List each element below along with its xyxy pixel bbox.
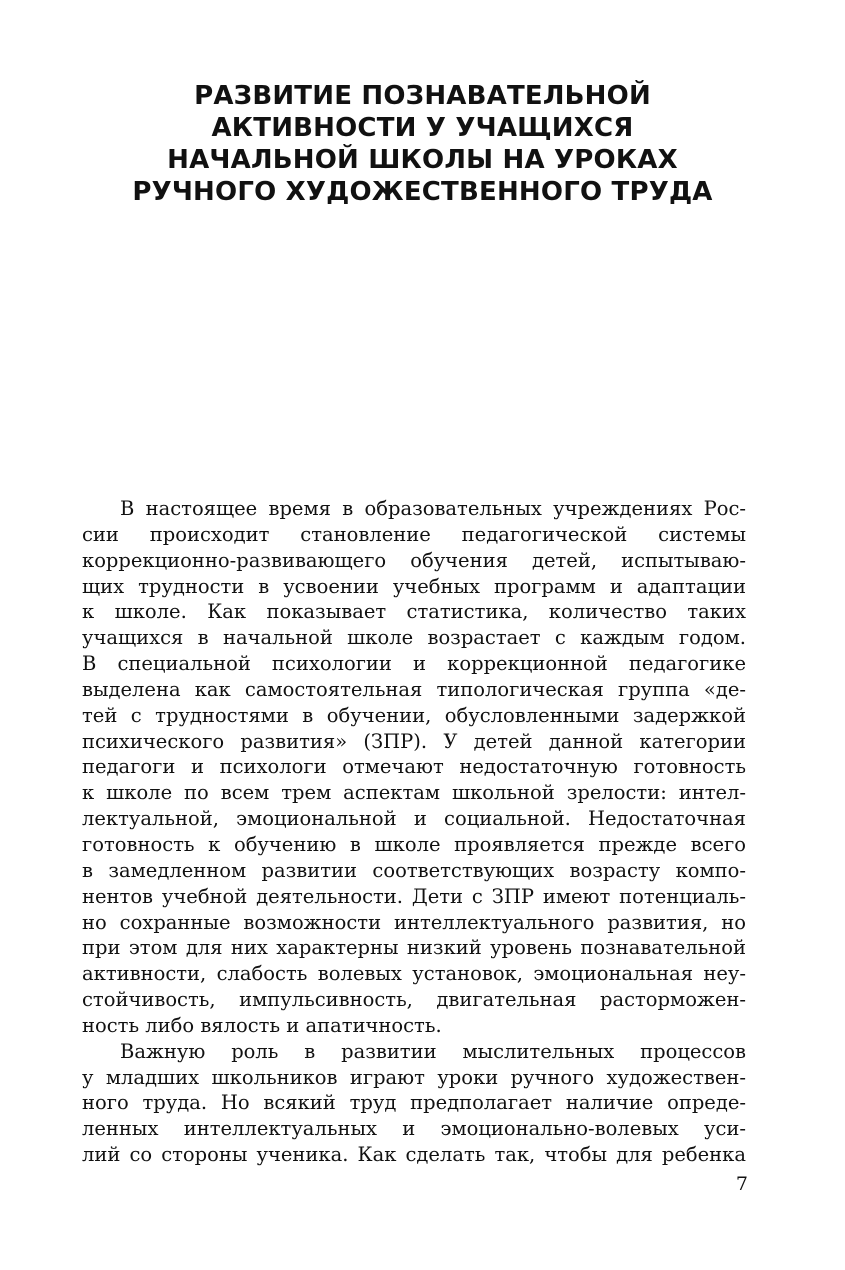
text-line: лектуальной, эмоциональной и социальной. Недостаточная [82,807,746,831]
text-line: готовность к обучению в школе проявляется прежде всего [82,832,746,856]
text-line: выделена как самостоятельная типологическая группа «де- [82,677,746,701]
text-line: педагоги и психологи отмечают недостаточную готовность [82,755,746,779]
text-line: стойчивость, импульсивность, двигательная расторможен- [82,988,746,1012]
text-line: к школе. Как показывает статистика, количество таких [82,600,746,624]
paragraph-2 [82,1039,746,1168]
paragraph-1 [82,496,746,1039]
chapter-title [60,80,785,208]
text-line: активности, слабость волевых установок, эмоциональная неу- [82,962,746,986]
text-line: но сохранные возможности интеллектуального развития, но [82,910,746,934]
text-line: у младших школьников играют уроки ручного художествен- [82,1065,746,1089]
text-line: лий со стороны ученика. Как сделать так, чтобы для ребенка [82,1143,746,1167]
text-line: щих трудности в усвоении учебных программ и адаптации [82,574,746,598]
text-line: ного труда. Но всякий труд предполагает наличие опреде- [82,1091,746,1115]
text-line: психического развития» (ЗПР). У детей данной категории [82,729,746,753]
text-line: нентов учебной деятельности. Дети с ЗПР имеют потенциаль- [82,884,746,908]
text-line: сии происходит становление педагогической системы [82,522,746,546]
text-line: учащихся в начальной школе возрастает с каждым годом. [82,626,746,650]
text-line: ленных интеллектуальных и эмоционально-волевых уси- [82,1117,746,1141]
chapter-title-line: НАЧАЛЬНОЙ ШКОЛЫ НА УРОКАХ [167,145,678,175]
text-line: В специальной психологии и коррекционной педагогике [82,652,746,676]
text-line: Важную роль в развитии мыслительных процессов [120,1039,746,1063]
chapter-title-line: АКТИВНОСТИ У УЧАЩИХСЯ [211,113,634,143]
text-line: коррекционно-развивающего обучения детей, испытываю- [82,548,746,572]
chapter-title-line: РУЧНОГО ХУДОЖЕСТВЕННОГО ТРУДА [132,177,713,207]
text-line: В настоящее время в образовательных учреждениях Рос- [120,497,746,520]
text-line: при этом для них характерны низкий уровень познавательной [82,936,746,960]
body-text [82,496,746,1168]
text-line: в замедленном развитии соответствующих возрасту компо- [82,858,746,882]
text-line: тей с трудностями в обучении, обусловленными задержкой [82,703,746,727]
text-line: ность либо вялость и апатичность. [82,1013,442,1037]
chapter-title-line: РАЗВИТИЕ ПОЗНАВАТЕЛЬНОЙ [194,81,651,111]
page-number: 7 [735,1173,748,1195]
text-line: к школе по всем трем аспектам школьной зрелости: интел- [82,781,746,805]
